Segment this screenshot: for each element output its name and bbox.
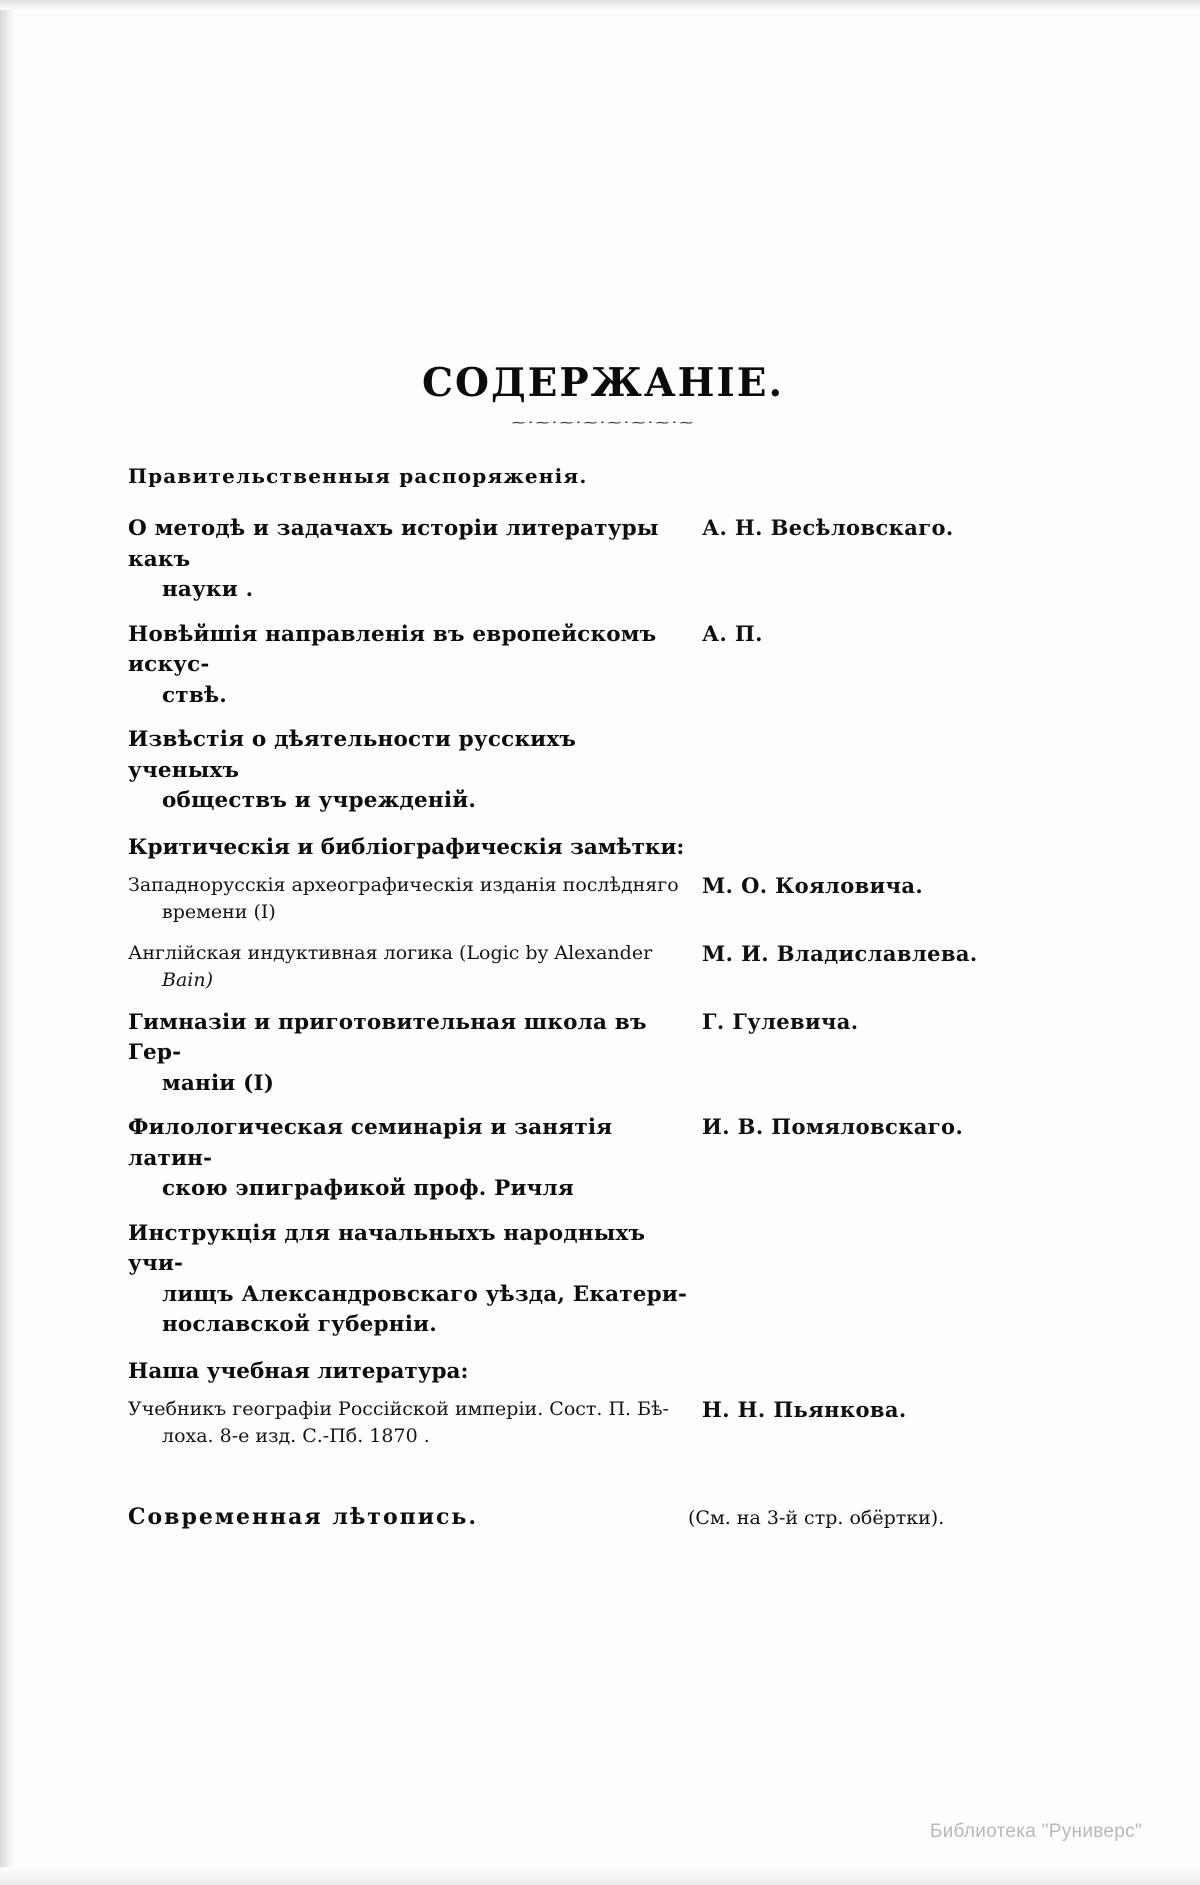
table-of-contents [128, 360, 1048, 1530]
toc-entry-title-line: Инструкція для начальныхъ народныхъ учи- [128, 1220, 646, 1277]
page-edge-shadow-bottom [0, 1867, 1200, 1885]
toc-entry-title [128, 725, 702, 817]
toc-entry-author: Г. Гулевича. [702, 1008, 859, 1034]
toc-entry-title [128, 514, 702, 606]
toc-entry-title-line: Учебникъ географіи Россійской имперіи. Сост. П. Бѣ- [128, 1397, 669, 1420]
toc-entry-author: А. Н. Весѣловскаго. [702, 515, 954, 540]
toc-entry-title [128, 620, 702, 712]
page-title: СОДЕРЖАНІЕ. [421, 360, 785, 406]
page-edge-shadow-top [0, 0, 1200, 10]
toc-entry-title-line [128, 967, 688, 994]
toc-entry-author: М. И. Владиславлева. [702, 940, 978, 966]
toc-entry-title-line: науки . [162, 577, 254, 603]
toc-entry [128, 620, 1048, 712]
toc-entry-title-line: лищъ Александровскаго уѣзда, Екатери- [162, 1281, 688, 1307]
toc-entry-title-line: ствѣ. [162, 682, 227, 708]
toc-entry-title-line: Западнорусскія археографическія изданія послѣдняго [128, 873, 679, 896]
toc-entry-title [128, 1113, 702, 1205]
toc-entry [128, 1113, 1048, 1205]
subheading-our-textbook-literature: Наша учебная литература: [128, 1358, 469, 1384]
toc-entry-title [128, 940, 702, 994]
toc-entry-title [128, 1008, 702, 1100]
toc-entry-title-line: лоха. 8-е изд. С.-Пб. 1870 . [162, 1424, 430, 1447]
toc-entry [128, 872, 1048, 926]
toc-entry-title-line: О методѣ и задачахъ исторіи литературы какъ [128, 516, 659, 572]
page-edge-shadow-left [0, 0, 14, 1885]
toc-entry [128, 1008, 1048, 1100]
toc-entry-title-line: Филологическая семинарія и занятія латин- [128, 1115, 613, 1171]
toc-entry [128, 514, 1048, 606]
toc-entry [128, 1396, 1048, 1450]
library-watermark: Библиотека "Руниверс" [929, 1821, 1142, 1842]
toc-entry [128, 1219, 1048, 1341]
toc-entry-title [128, 872, 702, 926]
toc-entry-author [702, 725, 1048, 726]
toc-entry-title-line: Новѣйшія направленія въ европейскомъ искус- [128, 621, 657, 678]
section-heading-government-orders: Правительственныя распоряженія. [128, 464, 588, 488]
toc-entry-title-line: времени (I) [162, 900, 276, 923]
toc-entry-title-line: Англійская индуктивная логика (Logic by Alexander [128, 941, 653, 964]
toc-entry-title [128, 1396, 702, 1450]
toc-entry [128, 940, 1048, 994]
contents-footer [128, 1504, 1048, 1530]
toc-entry-author: Н. Н. Пьянкова. [702, 1396, 907, 1422]
ornament-divider: ~·~·~·~·~·~·~·~ [510, 416, 696, 430]
toc-entry-author: А. П. [702, 620, 763, 646]
toc-entry-title-line: Гимназіи и приготовительная школа въ Гер- [128, 1009, 647, 1066]
subheading-critical-notes: Критическія и библіографическія замѣтки: [128, 834, 685, 860]
toc-entry-title-line: скою эпиграфикой проф. Ричля [162, 1176, 575, 1202]
toc-entry-title-italic: Bain) [162, 968, 214, 991]
toc-entry-author [702, 1219, 1048, 1220]
toc-entry-title [128, 1219, 702, 1341]
footer-note: (См. на 3-й стр. обёртки). [688, 1506, 945, 1529]
toc-entry-title-line: нославской губерніи. [162, 1312, 437, 1338]
footer-section-title: Современная лѣтопись. [128, 1503, 479, 1530]
toc-entry-title-line: маніи (I) [162, 1070, 275, 1096]
toc-entry-title-line: Извѣстія о дѣятельности русскихъ ученыхъ [128, 727, 577, 783]
toc-entry-author: М. О. Кояловича. [702, 872, 924, 898]
toc-entry [128, 725, 1048, 817]
toc-entry-title-line: обществъ и учрежденій. [162, 788, 477, 814]
toc-entry-author: И. В. Помяловскаго. [702, 1114, 964, 1140]
